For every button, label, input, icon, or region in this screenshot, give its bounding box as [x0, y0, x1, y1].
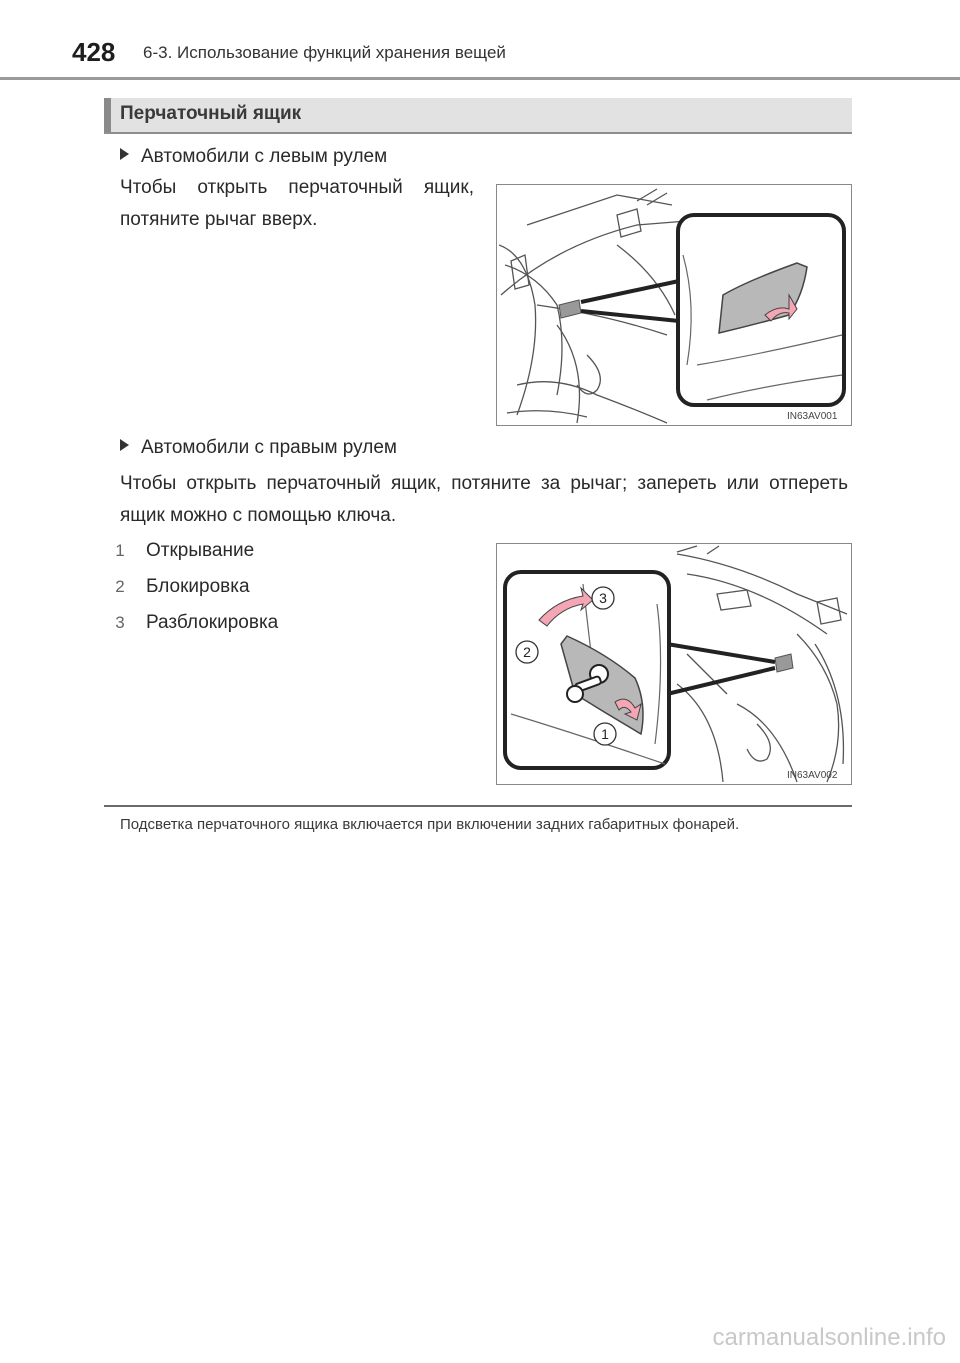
note-divider: [104, 805, 852, 807]
callout-3: 3: [599, 590, 607, 606]
rhd-heading: [120, 437, 397, 459]
rhd-heading-text: Автомобили с правым рулем: [141, 437, 397, 458]
bullet-triangle-icon: [120, 439, 129, 451]
item-number: 1: [115, 541, 125, 560]
note-text: Подсветка перчаточного ящика включается при включении задних габаритных фонарей.: [120, 816, 740, 833]
lhd-heading: [120, 146, 387, 168]
rhd-illustration: [497, 544, 851, 784]
lhd-figure-code: IN63AV001: [787, 411, 838, 422]
lhd-heading-text: Автомобили с левым рулем: [141, 146, 388, 167]
item-number: 2: [115, 577, 125, 596]
item-label: Открывание: [146, 540, 255, 561]
item-label: Блокировка: [146, 576, 250, 597]
list-item: [108, 576, 250, 598]
item-number: 3: [115, 613, 125, 632]
rhd-glovebox-figure: [496, 543, 852, 785]
rhd-instructions: Чтобы открыть перчаточный ящик, потяните за рычаг; запереть или отпереть ящик можно с помощью ключа.: [120, 473, 848, 526]
lhd-illustration: [497, 185, 851, 425]
bullet-triangle-icon: [120, 148, 129, 160]
rhd-figure-code: IN63AV002: [787, 770, 838, 781]
lhd-glovebox-figure: [496, 184, 852, 426]
header-divider: [0, 77, 960, 80]
callout-2: 2: [523, 644, 531, 660]
section-header: [104, 98, 852, 134]
page-number: 428: [72, 37, 116, 67]
list-item: [108, 540, 254, 562]
item-label: Разблокировка: [146, 612, 279, 633]
section-title: Перчаточный ящик: [120, 103, 302, 124]
chapter-title: 6-3. Использование функций хранения вещей: [143, 43, 506, 62]
watermark: carmanualsonline.info: [712, 1324, 946, 1351]
lhd-instructions: Чтобы открыть перчаточный ящик, потяните рычаг вверх.: [120, 177, 474, 230]
section-accent: [104, 98, 111, 132]
callout-1: 1: [601, 726, 609, 742]
list-item: [108, 612, 278, 634]
